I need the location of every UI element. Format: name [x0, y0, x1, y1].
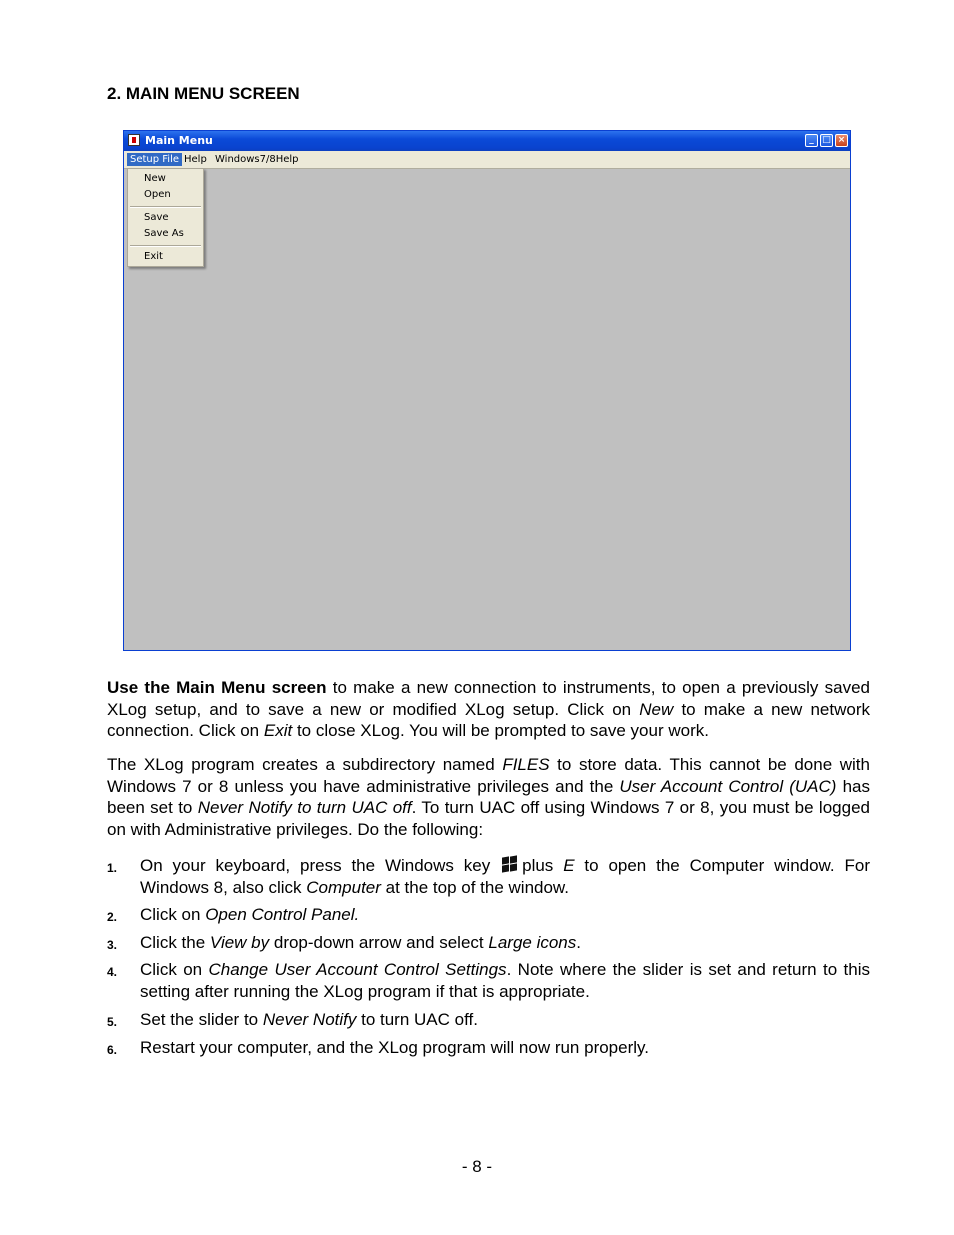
step-number: 4.: [107, 965, 118, 979]
step-number: 5.: [107, 1015, 118, 1029]
menu-help[interactable]: Help: [184, 154, 207, 165]
close-button[interactable]: ×: [835, 134, 848, 147]
app-icon: [128, 134, 140, 146]
text: to close XLog. You will be prompted to save your work.: [292, 721, 709, 740]
text: Click the: [140, 933, 210, 952]
menu-item-save[interactable]: Save: [144, 212, 169, 223]
intro-bold: Use the Main Menu screen: [107, 678, 327, 697]
text-italic: New: [639, 699, 674, 719]
text: Set the slider to: [140, 1010, 263, 1029]
window-title: Main Menu: [145, 134, 213, 147]
text: Click on: [140, 905, 206, 924]
text: .: [576, 933, 581, 952]
section-heading: 2. MAIN MENU SCREEN: [107, 84, 300, 103]
step-number: 2.: [107, 910, 118, 924]
text: has been set to: [107, 776, 870, 817]
step-number: 1.: [107, 861, 118, 875]
text: On your keyboard, press the Windows key: [140, 856, 491, 875]
minimize-button[interactable]: _: [805, 134, 818, 147]
text-italic: E: [563, 856, 575, 875]
text: Click on: [140, 960, 209, 979]
text: . Note where the slider is set and return to this setting after running the XLog program if that is appropriate.: [140, 960, 871, 1001]
menu-separator: [130, 206, 201, 208]
text: to open the Computer window. For Windows 8, also click: [140, 856, 870, 897]
text: to make a new network connection. Click on: [107, 699, 870, 740]
text: drop-down arrow and select: [269, 933, 489, 952]
setup-file-dropdown: [127, 168, 204, 267]
text-italic: Never Notify to turn UAC off: [197, 798, 412, 817]
text-italic: View by: [209, 933, 270, 952]
text-italic: Never Notify: [262, 1010, 357, 1029]
menubar: [124, 151, 850, 169]
menu-item-save-as[interactable]: Save As: [144, 228, 184, 239]
text: Restart your computer, and the XLog program will now run properly.: [140, 1038, 649, 1057]
text: to store data. This cannot be done with Windows 7 or 8 unless you have administrative privileges and the: [107, 755, 870, 796]
text: to turn UAC off.: [356, 1010, 478, 1029]
maximize-button[interactable]: □: [820, 134, 833, 147]
text-italic: FILES: [502, 755, 550, 774]
menu-item-exit[interactable]: Exit: [144, 251, 163, 262]
menu-separator: [130, 245, 201, 247]
text-italic: User Account Control (UAC): [619, 776, 837, 796]
text: plus: [522, 856, 564, 875]
main-menu-window-screenshot: [123, 130, 851, 651]
text: The XLog program creates a subdirectory named: [107, 755, 503, 774]
step-number: 6.: [107, 1043, 118, 1057]
menu-item-new[interactable]: New: [144, 173, 166, 184]
window-titlebar: [124, 131, 850, 151]
text: . To turn UAC off using Windows 7 or 8, you must be logged on with Administrative privileges. Do the following:: [107, 798, 870, 839]
menu-item-open[interactable]: Open: [144, 189, 171, 200]
text-italic: Change User Account Control Settings: [208, 960, 507, 979]
text-italic: Computer: [306, 877, 381, 897]
menu-setup-file[interactable]: Setup File: [127, 153, 182, 166]
page-number: - 8 -: [461, 1157, 493, 1176]
text-italic: Open Control Panel.: [205, 905, 360, 924]
intro-paragraph: [107, 677, 870, 742]
menu-windows78help[interactable]: Windows7/8Help: [215, 154, 299, 165]
files-paragraph: [107, 754, 870, 840]
step-number: 3.: [107, 938, 118, 952]
text-italic: Large icons: [488, 933, 577, 952]
text: at the top of the window.: [380, 877, 569, 897]
windows-key-icon: [502, 856, 518, 872]
text-italic: Exit: [263, 721, 293, 740]
text: to make a new connection to instruments, to open a previously saved XLog setup, and to save a new or modified XLog setup. Click on: [107, 678, 870, 719]
